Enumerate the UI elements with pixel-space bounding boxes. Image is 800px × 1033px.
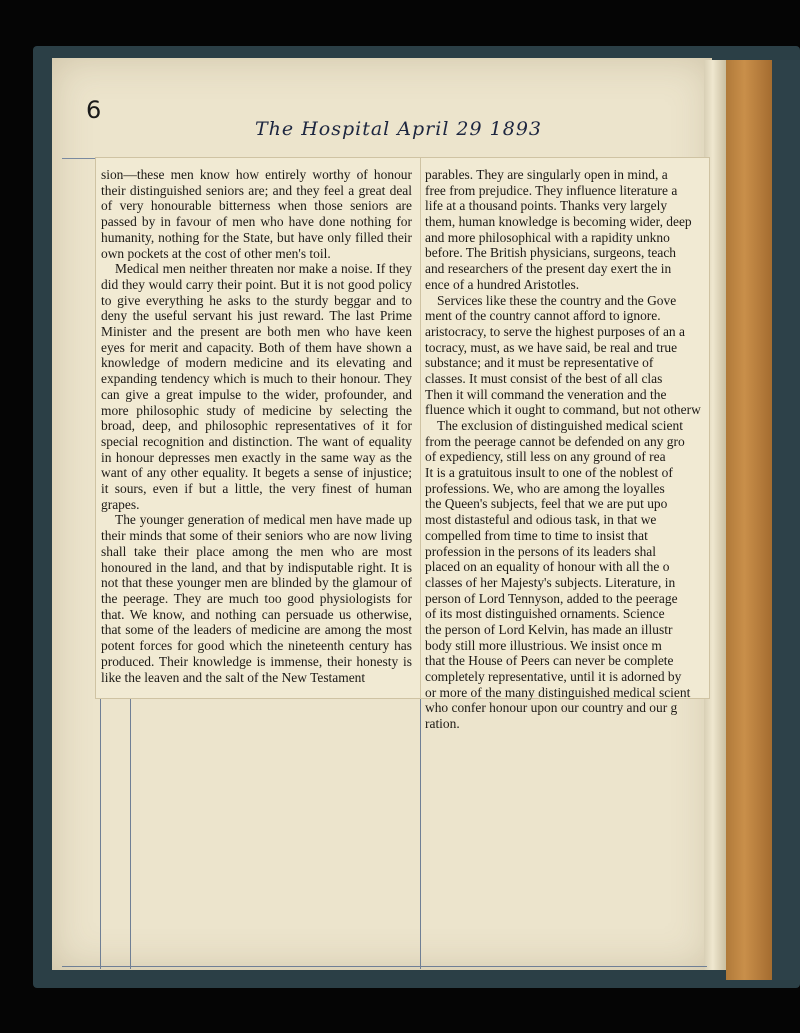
text-line: compelled from time to time to insist that: [425, 527, 648, 543]
text-line: and more philosophical with a rapidity unkno: [425, 229, 670, 245]
text-line: of expediency, still less on any ground of rea: [425, 449, 666, 465]
ruling-line-bottom: [62, 966, 707, 967]
text-line: the Queen's subjects, feel that we are put upo: [425, 496, 668, 512]
text-line: professions. We, who are among the loyalles: [425, 480, 665, 496]
ruling-line-left: [130, 697, 131, 969]
handwritten-source-note: The Hospital April 29 1893: [255, 118, 542, 140]
text-line: from the peerage cannot be defended on any gro: [425, 433, 685, 449]
text-line: classes of her Majesty's subjects. Literature, in: [425, 574, 676, 590]
text-line: Then it will command the veneration and the: [425, 386, 667, 402]
text-line: most distasteful and odious task, in that we: [425, 512, 657, 528]
text-line: and researchers of the present day exert the in: [425, 261, 672, 277]
text-line: body still more illustrious. We insist once m: [425, 637, 662, 653]
text-line: placed on an equality of honour with all the o: [425, 559, 670, 575]
text-line: It is a gratuitous insult to one of the noblest of: [425, 465, 673, 481]
text-line: ration.: [425, 716, 460, 732]
cover-rim: [772, 60, 800, 980]
text-line: before. The British physicians, surgeons, teach: [425, 245, 677, 261]
text-line: completely representative, until it is adorned by: [425, 669, 682, 684]
text-line: classes. It must consist of the best of all clas: [425, 370, 663, 386]
text-line: tocracy, must, as we have said, be real and true: [425, 339, 678, 355]
text-line: substance; and it must be representative of: [425, 355, 654, 371]
ruling-line-margin: [100, 697, 101, 969]
page-number: 6: [86, 96, 102, 124]
paragraph: Medical men neither threaten nor make a noise. If they did they would carry their point. But it is not good policy to give everything he asks to the sturdy beggar and to deny the useful servant his just reward. The last Prime Minister and the present are both men who have keen eyes for merit and capacity. Both of them have shown a knowledge of modern medicine and its elevating and expanding tendency which is much to their honour. They can give a great impulse to the wider, profounder, and more philosophic study of medicine by selecting the broad, deep, and philosophic representatives of it for special recognition and distinction. The want of equality in honour depresses men exactly in the same way as the want of any other equality. It begets a sense of injustice; it sours, even if but a little, the very finest of human grapes.: [101, 261, 412, 512]
text-line: free from prejudice. They influence literature a: [425, 182, 678, 198]
article-column-right: [425, 167, 708, 732]
text-line: person of Lord Tennyson, added to the peerage: [425, 590, 678, 606]
text-line: that the House of Peers can never be complete: [425, 653, 674, 669]
text-line: the person of Lord Kelvin, has made an illustr: [425, 621, 673, 637]
text-line: fluence which it ought to command, but not otherw: [425, 402, 701, 418]
text-line: them, human knowledge is becoming wider, deep: [425, 214, 692, 230]
text-line: parables. They are singularly open in mind, a: [425, 167, 668, 182]
text-line: aristocracy, to serve the highest purposes of an a: [425, 323, 685, 339]
text-line: Services like these the country and the Gove: [437, 292, 677, 308]
paragraph: The younger generation of medical men have made up their minds that some of their seniors who are now living shall take their place among the men who are most honoured in the land, and that by indisputable right. It is not that these younger men are blinded by the glamour of the peerage. They are much too good physiologists for that. We know, and nothing can persuade us otherwise, that some of the leaders of medicine are among the most potent forces for good which the nineteenth century has produced. Their knowledge is immense, their honesty is like the leaven and the salt of the New Testament: [101, 512, 412, 685]
text-line: life at a thousand points. Thanks very largely: [425, 198, 668, 214]
text-line: ence of a hundred Aristotles.: [425, 276, 580, 292]
text-line: or more of the many distinguished medical scient: [425, 684, 691, 700]
text-line: of its most distinguished ornaments. Science: [425, 606, 665, 622]
text-line: profession in the persons of its leaders shal: [425, 543, 657, 559]
text-line: ment of the country cannot afford to ignore.: [425, 308, 661, 324]
paragraph: sion—these men know how entirely worthy of honour their distinguished seniors are; and they feel a great deal of very honourable bitterness when those seniors are passed by in favour of men who have done nothing for humanity, nothing for the State, but have only filled their own pockets at the cost of other men's toil.: [101, 167, 412, 261]
text-line: who confer honour upon our country and our g: [425, 700, 678, 716]
article-column-left: [101, 167, 412, 685]
text-line: The exclusion of distinguished medical scient: [437, 418, 683, 433]
book-spine: [726, 60, 772, 980]
